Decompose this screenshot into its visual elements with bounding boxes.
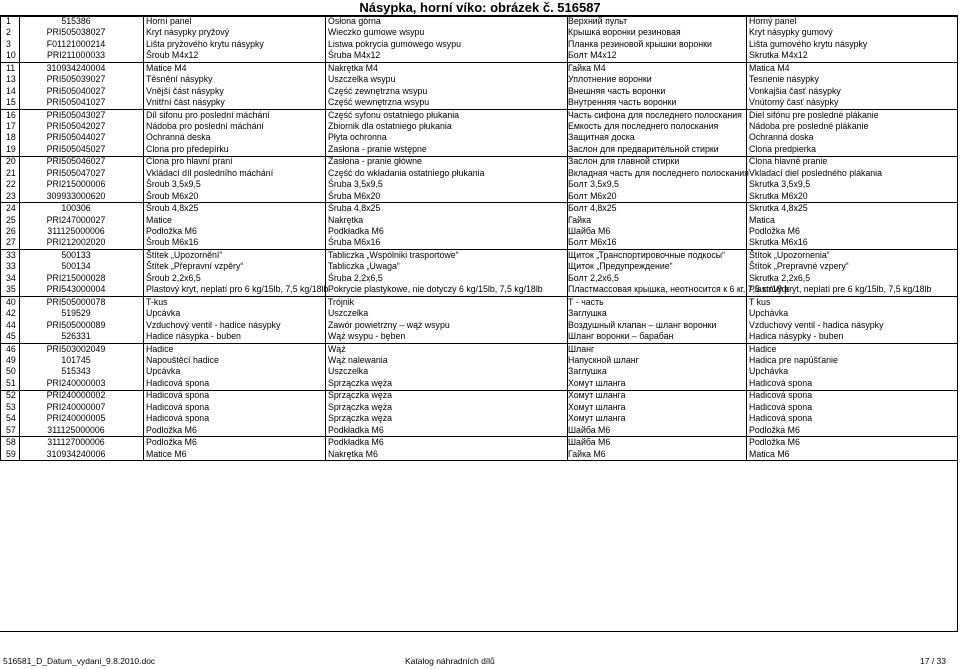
table-row [0, 449, 960, 460]
table-row [0, 132, 960, 143]
cell-name-slovak: Podložka M6 [749, 424, 800, 435]
cell-part-code: 309933000620 [46, 190, 106, 201]
cell-name-polish: Podkładka M6 [328, 226, 384, 236]
cell-name-czech: Matice M4 [146, 62, 187, 73]
table-row [0, 261, 960, 272]
cell-part-code: PRI505041027 [46, 97, 106, 107]
cell-name-slovak: Vkladací diel posledného plákania [749, 167, 883, 178]
cell-name-polish: Śruba 2,2x6,5 [328, 272, 383, 283]
cell-item-number: 59 [6, 448, 16, 459]
cell-name-polish: Podkładka M6 [328, 424, 384, 435]
cell-part-code: PRI505046027 [46, 156, 106, 167]
cell-item-number: 34 [6, 272, 16, 283]
table-row [0, 191, 960, 202]
cell-name-polish: Śruba M4x12 [328, 50, 381, 61]
cell-name-russian: Внутренняя часть воронки [568, 97, 677, 107]
cell-name-czech: Matice M6 [146, 448, 187, 459]
cell-name-czech: Hadicová spona [146, 401, 210, 412]
cell-item-number: 11 [6, 62, 16, 73]
cell-name-russian: Шайба М6 [568, 437, 611, 448]
cell-name-czech: Podložka M6 [146, 226, 197, 236]
cell-name-slovak: Matica M4 [749, 62, 790, 73]
cell-item-number: 17 [6, 121, 16, 131]
cell-item-number: 35 [6, 284, 16, 295]
cell-item-number: 25 [6, 214, 16, 225]
cell-name-russian: Шайба М6 [568, 226, 611, 236]
cell-part-code: PRI240000003 [46, 377, 106, 388]
table-row [0, 156, 960, 167]
cell-name-polish: Zawór powietrzny – wąż wsypu [328, 319, 450, 330]
cell-part-code: 515386 [61, 16, 91, 26]
cell-name-polish: Tabliczka „Uwaga“ [328, 261, 400, 272]
cell-name-czech: Upcávka [146, 366, 181, 377]
cell-name-polish: Podkładka M6 [328, 437, 384, 448]
cell-item-number: 27 [6, 237, 16, 248]
cell-item-number: 45 [6, 331, 16, 341]
cell-name-polish: Listwa pokrycia gumowego wsypu [328, 38, 461, 49]
cell-name-russian: Болт 4,8х25 [568, 203, 617, 214]
cell-name-slovak: Hadicová spona [749, 401, 813, 412]
cell-name-czech: T-kus [146, 296, 168, 307]
cell-item-number: 21 [6, 167, 16, 178]
cell-name-czech: Podložka M6 [146, 437, 197, 448]
table-row [0, 203, 960, 214]
cell-part-code: PRI543000004 [46, 284, 106, 295]
cell-name-polish: Śruba 4,8x25 [328, 203, 381, 214]
cell-item-number: 44 [6, 319, 16, 330]
cell-name-polish: Uszczelka [328, 366, 369, 377]
cell-name-polish: Wąż nalewania [328, 355, 388, 365]
table-row [0, 74, 960, 85]
cell-item-number: 19 [6, 143, 16, 154]
cell-name-russian: Верхний пульт [568, 16, 628, 26]
cell-name-russian: Болт 3,5х9,5 [568, 179, 619, 190]
cell-name-czech: Upcávka [146, 308, 181, 319]
cell-part-code: PRI505043027 [46, 109, 106, 120]
cell-name-russian: Планка резиновой крышки воронки [568, 38, 712, 49]
cell-part-code: PRI212002020 [46, 237, 106, 248]
cell-part-code: PRI215000006 [46, 179, 106, 190]
cell-name-slovak: Skrutka 3,5x9,5 [749, 179, 811, 190]
cell-name-russian: Хомут шланга [568, 377, 626, 388]
cell-item-number: 57 [6, 424, 16, 435]
cell-part-code: 515343 [61, 366, 91, 377]
cell-name-czech: Hadice násypka - buben [146, 331, 241, 341]
cell-part-code: PRI505042027 [46, 121, 106, 131]
cell-name-russian: Шланг воронки – барабан [568, 331, 674, 341]
cell-item-number: 24 [6, 203, 16, 214]
cell-item-number: 22 [6, 179, 16, 190]
cell-name-slovak: Skrutka 4,8x25 [749, 203, 808, 214]
table-row [0, 144, 960, 155]
cell-name-slovak: Hadicová spona [749, 377, 813, 388]
cell-name-russian: Болт М6х20 [568, 190, 617, 201]
cell-name-slovak: Podložka M6 [749, 226, 800, 236]
cell-name-czech: Šroub M6x20 [146, 190, 199, 201]
table-row [0, 366, 960, 377]
footer-page-number: 17 / 33 [920, 656, 946, 666]
cell-item-number: 26 [6, 226, 16, 236]
cell-name-czech: Kryt násypky pryžový [146, 27, 230, 38]
table-row [0, 215, 960, 226]
cell-name-polish: Sprzączka węża [328, 401, 393, 412]
cell-part-code: PRI505040027 [46, 85, 106, 96]
cell-name-russian: Внешняя часть воронки [568, 85, 666, 96]
cell-name-russian: Гайка [568, 214, 592, 225]
cell-name-czech: Šroub 4,8x25 [146, 203, 199, 214]
cell-name-polish: Uszczelka [328, 308, 369, 319]
cell-name-polish: Sprzączka węża [328, 390, 393, 401]
cell-name-czech: Hadicová spona [146, 413, 210, 424]
cell-name-russian: Защитная доска [568, 132, 635, 143]
cell-name-czech: Díl sifonu pro poslední máchání [146, 109, 270, 120]
table-row [0, 437, 960, 448]
cell-part-code: 311125000006 [47, 226, 105, 236]
cell-name-czech: Plastový kryt, neplatí pro 6 kg/15lb, 7,5 kg/18lb [146, 284, 329, 295]
cell-name-polish: Nakrętka [328, 214, 364, 225]
cell-name-polish: Część syfonu ostatniego płukania [328, 109, 460, 120]
cell-item-number: 54 [6, 413, 16, 424]
cell-name-slovak: Štítok „Upozornenia“ [749, 250, 830, 260]
cell-item-number: 58 [6, 437, 16, 448]
cell-name-czech: Hadice [146, 343, 174, 354]
cell-item-number: 10 [6, 50, 16, 61]
cell-name-czech: Horní panel [146, 16, 192, 26]
cell-name-russian: Заслон для главной стирки [568, 156, 680, 167]
cell-name-czech: Ochranná deska [146, 132, 211, 143]
cell-part-code: 519529 [61, 308, 91, 319]
cell-item-number: 23 [6, 190, 16, 201]
cell-name-czech: Vnitřní část násypky [146, 97, 225, 107]
cell-name-polish: Uszczelka wsypu [328, 74, 396, 85]
cell-name-slovak: Skrutka M6x16 [749, 237, 808, 248]
cell-part-code: 311127000006 [47, 437, 105, 448]
cell-name-slovak: Kryt násypky gumový [749, 27, 833, 38]
cell-part-code: PRI211000033 [46, 50, 106, 61]
cell-name-slovak: Diel sifónu pre posledné plákanie [749, 109, 879, 120]
cell-name-russian: Крышка воронки резиновая [568, 27, 681, 38]
cell-name-slovak: Matica M6 [749, 448, 790, 459]
table-row [0, 320, 960, 331]
cell-name-czech: Šroub M6x16 [146, 237, 199, 248]
cell-name-slovak: Nádoba pre posledné plákanie [749, 121, 869, 131]
cell-name-slovak: Vnútorný časť násypky [749, 97, 839, 107]
cell-name-polish: Zbiornik dla ostatniego płukania [328, 121, 452, 131]
page-title: Násypka, horní víko: obrázek č. 516587 [359, 0, 601, 15]
cell-part-code: 500134 [61, 261, 91, 272]
cell-item-number: 3 [6, 38, 11, 49]
cell-name-polish: Nakrętka M4 [328, 62, 378, 73]
table-row [0, 308, 960, 319]
cell-name-polish: Pokrycie plastykowe, nie dotyczy 6 kg/15lb, 7,5 kg/18lb [328, 284, 543, 295]
cell-name-russian: Хомут шланга [568, 401, 626, 412]
page-footer [0, 655, 960, 667]
cell-item-number: 2 [6, 27, 11, 38]
cell-name-polish: Część wewnętrzna wsypu [328, 97, 430, 107]
table-row [0, 355, 960, 366]
cell-part-code: F01121000214 [46, 38, 106, 49]
cell-name-slovak: Hadica pre napúšťanie [749, 355, 838, 365]
cell-item-number: 52 [6, 390, 16, 401]
table-row [0, 378, 960, 389]
table-row [0, 226, 960, 237]
cell-item-number: 18 [6, 132, 16, 143]
cell-item-number: 15 [6, 97, 16, 107]
cell-name-slovak: Horný panel [749, 16, 797, 26]
cell-part-code: PRI505044027 [46, 132, 106, 143]
cell-name-polish: Śruba M6x20 [328, 190, 381, 201]
cell-name-czech: Šroub 3,5x9,5 [146, 179, 201, 190]
cell-part-code: 310934240004 [46, 62, 106, 73]
cell-part-code: PRI247000027 [46, 214, 106, 225]
cell-part-code: PRI240000005 [46, 413, 106, 424]
table-row [0, 110, 960, 121]
cell-name-russian: Шайба М6 [568, 424, 611, 435]
cell-name-russian: Т - часть [568, 296, 604, 307]
cell-name-slovak: Skrutka 2,2x6,5 [749, 272, 811, 283]
cell-name-czech: Napouštěcí hadice [146, 355, 219, 365]
cell-item-number: 50 [6, 366, 16, 377]
cell-name-russian: Часть сифона для последнего полоскания [568, 109, 742, 120]
cell-name-polish: Śruba 3,5x9,5 [328, 179, 383, 190]
cell-item-number: 33 [6, 261, 16, 272]
cell-name-russian: Уплотнение воронки [568, 74, 652, 85]
cell-name-russian: Гайка М4 [568, 62, 606, 73]
cell-part-code: PRI505038027 [46, 27, 106, 38]
cell-name-slovak: Lišta gumového krytu násypky [749, 38, 868, 49]
cell-part-code: PRI505039027 [46, 74, 106, 85]
cell-name-slovak: Ochranná doska [749, 132, 814, 143]
cell-name-slovak: Hadicová spona [749, 413, 813, 424]
table-row [0, 390, 960, 401]
cell-name-russian: Гайка М6 [568, 448, 606, 459]
cell-name-polish: Część do wkładania ostatniego płukania [328, 167, 485, 178]
table-row [0, 86, 960, 97]
cell-name-czech: Clona pro předepírku [146, 143, 229, 154]
cell-part-code: 311125000006 [47, 424, 105, 435]
cell-name-russian: Болт М4х12 [568, 50, 617, 61]
cell-name-russian: Щиток „Транспортировочные подкосы“ [568, 250, 725, 260]
footer-catalog-title: Katalog náhradních dílů [405, 656, 495, 666]
cell-name-slovak: Upchávka [749, 366, 789, 377]
cell-item-number: 1 [6, 16, 11, 26]
cell-part-code: 101745 [61, 355, 91, 365]
cell-name-russian: Вкладная часть для последнего полоскания [568, 167, 749, 178]
cell-name-slovak: Hadica násypky - buben [749, 331, 844, 341]
table-row [0, 344, 960, 355]
cell-name-slovak: Upchávka [749, 308, 789, 319]
table-row [0, 97, 960, 108]
cell-name-polish: Śruba M6x16 [328, 237, 381, 248]
cell-name-polish: Sprzączka węża [328, 413, 393, 424]
table-row [0, 16, 960, 27]
cell-name-russian: Пластмассовая крышка, неотносится к 6 кг, 7,5 кг/18ф [568, 284, 789, 295]
table-row [0, 39, 960, 50]
table-row [0, 284, 960, 295]
table-row [0, 413, 960, 424]
cell-name-polish: Wieczko gumowe wsypu [328, 27, 425, 38]
table-row [0, 425, 960, 436]
cell-part-code: PRI505047027 [46, 167, 106, 178]
cell-name-slovak: Vzduchový ventil - hadica násypky [749, 319, 884, 330]
cell-name-slovak: Skrutka M6x20 [749, 190, 808, 201]
cell-part-code: 500133 [61, 250, 91, 260]
cell-name-czech: Hadicová spona [146, 377, 210, 388]
cell-name-polish: Trójnik [328, 296, 355, 307]
cell-name-slovak: Skrutka M4x12 [749, 50, 808, 61]
cell-part-code: PRI215000028 [46, 272, 106, 283]
cell-name-russian: Щиток „Предупреждение“ [568, 261, 673, 272]
table-row [0, 179, 960, 190]
cell-name-russian: Заглушка [568, 366, 607, 377]
cell-name-czech: Clona pro hlavní praní [146, 156, 233, 167]
table-row [0, 27, 960, 38]
table-row [0, 273, 960, 284]
cell-name-czech: Podložka M6 [146, 424, 197, 435]
cell-name-czech: Šroub 2,2x6,5 [146, 272, 201, 283]
cell-name-polish: Wąż [328, 343, 346, 354]
cell-name-slovak: Clona hlavné pranie [749, 156, 828, 167]
cell-item-number: 33 [6, 250, 16, 260]
cell-name-russian: Заслон для предварительной стирки [568, 143, 719, 154]
cell-name-russian: Болт 2,2х6,5 [568, 272, 619, 283]
cell-name-russian: Воздушный клапан – шланг воронки [568, 319, 717, 330]
cell-part-code: 100306 [61, 203, 91, 214]
cell-item-number: 16 [6, 109, 16, 120]
cell-name-slovak: Clona predpierka [749, 143, 816, 154]
cell-name-czech: Vzduchový ventil - hadice násypky [146, 319, 281, 330]
cell-name-slovak: Hadicová spona [749, 390, 813, 401]
cell-name-slovak: Plastový kryt, neplatí pre 6 kg/15lb, 7,5 kg/18lb [749, 284, 932, 295]
cell-part-code: 310934240006 [46, 448, 106, 459]
cell-name-polish: Sprzączka węża [328, 377, 393, 388]
cell-name-czech: Hadicová spona [146, 390, 210, 401]
cell-item-number: 53 [6, 401, 16, 412]
cell-name-russian: Хомут шланга [568, 413, 626, 424]
cell-name-polish: Płyta ochronna [328, 132, 387, 143]
cell-name-russian: Напускной шланг [568, 355, 639, 365]
cell-item-number: 49 [6, 355, 16, 365]
cell-name-czech: Vnější část násypky [146, 85, 224, 96]
cell-item-number: 14 [6, 85, 16, 96]
cell-item-number: 51 [6, 377, 16, 388]
cell-name-polish: Osłona górna [328, 16, 381, 26]
cell-part-code: PRI505000078 [46, 296, 106, 307]
cell-name-czech: Vkládací díl posledního máchání [146, 167, 274, 178]
cell-name-czech: Nádoba pro poslední máchání [146, 121, 264, 131]
cell-name-russian: Заглушка [568, 308, 607, 319]
cell-item-number: 42 [6, 308, 16, 319]
cell-name-russian: Шланг [568, 343, 595, 354]
cell-name-russian: Хомут шланга [568, 390, 626, 401]
table-row [0, 402, 960, 413]
cell-name-czech: Matice [146, 214, 172, 225]
table-row [0, 331, 960, 342]
cell-name-slovak: Tesnenie násypky [749, 74, 819, 85]
cell-name-polish: Wąż wsypu - bęben [328, 331, 406, 341]
cell-item-number: 13 [6, 74, 16, 85]
cell-part-code: PRI240000007 [46, 401, 106, 412]
cell-name-slovak: Hadice [749, 343, 777, 354]
cell-name-polish: Tabliczka „Wspólniki trasportowe“ [328, 250, 459, 260]
table-row [0, 50, 960, 61]
cell-name-slovak: Matica [749, 214, 775, 225]
cell-part-code: PRI505000089 [46, 319, 106, 330]
cell-name-czech: Šroub M4x12 [146, 50, 199, 61]
table-row [0, 168, 960, 179]
cell-name-czech: Štítek „Přepravní vzpěry“ [146, 261, 244, 272]
cell-name-czech: Lišta pryžového krytu násypky [146, 38, 264, 49]
cell-name-russian: Емкость для последнего полоскания [568, 121, 719, 131]
cell-name-polish: Część zewnętrzna wsypu [328, 85, 428, 96]
table-row [0, 237, 960, 248]
cell-part-code: PRI505045027 [46, 143, 106, 154]
cell-item-number: 46 [6, 343, 16, 354]
cell-part-code: 526331 [61, 331, 91, 341]
cell-name-slovak: T kus [749, 296, 771, 307]
cell-part-code: PRI503002049 [46, 343, 106, 354]
cell-name-polish: Zasłona - pranie wstępne [328, 143, 427, 154]
table-row [0, 121, 960, 132]
footer-filename: 516581_D_Datum_vydani_9.8.2010.doc [3, 656, 156, 666]
cell-name-polish: Nakrętka M6 [328, 448, 378, 459]
table-row [0, 63, 960, 74]
cell-item-number: 20 [6, 156, 16, 167]
cell-name-czech: Těsnění násypky [146, 74, 213, 85]
cell-name-slovak: Vonkajšia časť násypky [749, 85, 841, 96]
cell-name-russian: Болт М6х16 [568, 237, 617, 248]
cell-name-polish: Zasłona - pranie główne [328, 156, 422, 167]
cell-name-slovak: Podložka M6 [749, 437, 800, 448]
cell-name-czech: Štítek „Upozornění“ [146, 250, 223, 260]
table-row [0, 250, 960, 261]
table-row [0, 297, 960, 308]
cell-name-slovak: Štítok „Prepravné vzpery“ [749, 261, 849, 272]
cell-item-number: 40 [6, 296, 16, 307]
cell-part-code: PRI240000002 [46, 390, 106, 401]
